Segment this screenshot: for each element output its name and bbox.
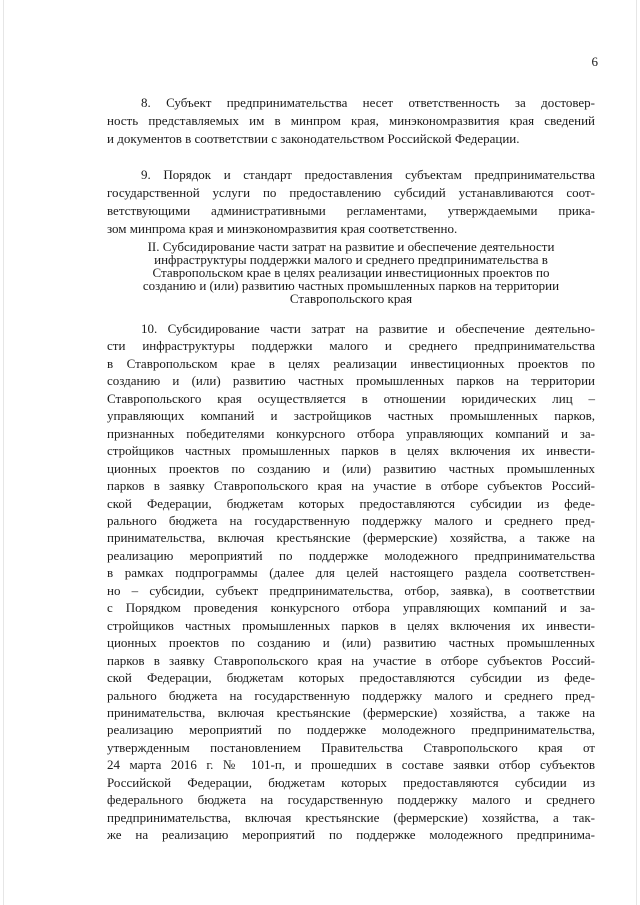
- paragraph-line: рального бюджета на государственную поддержку малого и среднего пред-: [107, 687, 595, 703]
- paragraph-line: ность представляемых им в минпром края, минэкономразвития края сведений: [107, 113, 595, 128]
- heading-line: созданию и (или) развитию частных промышленных парков на территории: [142, 278, 560, 293]
- heading-line: Ставропольском крае в целях реализации инвестиционных проектов по: [152, 265, 550, 280]
- paragraph-line: ционных проектов по созданию и (или) развитию частных промышленных: [107, 635, 595, 651]
- paragraph-line: государственной услуги по предоставлению субсидий устанавливаются соот-: [107, 185, 595, 200]
- paragraph-8: [107, 94, 595, 148]
- paragraph-line: стройщиков частных промышленных парков в целях включения их инвести-: [107, 617, 595, 633]
- paragraph-line: же на реализацию мероприятий по поддержке молодежного предпринима-: [107, 827, 595, 843]
- paragraph-line: ционных проектов по созданию и (или) развитию частных промышленных: [107, 460, 595, 476]
- paragraph-line: реализацию мероприятий по поддержке молодежного предпринимательства,: [107, 722, 595, 738]
- paragraph-line: управляющих компаний и застройщиков частных промышленных парков,: [107, 408, 595, 424]
- paragraph-line: Ставропольского края осуществляется в отношении юридических лиц –: [107, 390, 595, 406]
- paragraph-line: 8. Субъект предпринимательства несет ответственность за достовер-: [141, 95, 595, 110]
- paragraph-line: и документов в соответствии с законодательством Российской Федерации.: [107, 131, 520, 146]
- paragraph-line: федерального бюджета на государственную поддержку малого и среднего: [107, 792, 595, 808]
- heading-line: инфраструктуры поддержки малого и среднего предпринимательства в: [154, 252, 548, 267]
- paragraph-10: [107, 320, 595, 844]
- section-heading: [107, 240, 595, 305]
- paragraph-line: с Порядком проведения конкурсного отбора управляющих компаний и за-: [107, 600, 595, 616]
- paragraph-line: парков в заявку Ставропольского края на участие в отборе субъектов Россий-: [107, 478, 595, 494]
- paragraph-line: предпринимательства, включая крестьянские (фермерские) хозяйства, а так-: [107, 809, 595, 825]
- paragraph-9: [107, 166, 595, 238]
- paragraph-line: сти инфраструктуры поддержки малого и среднего предпринимательства: [107, 338, 595, 354]
- heading-line: II. Субсидирование части затрат на развитие и обеспечение деятельности: [147, 239, 555, 254]
- paragraph-line: в рамках подпрограммы (далее для целей настоящего раздела соответствен-: [107, 565, 595, 581]
- paragraph-line: признанных победителями конкурсного отбора управляющих компаний и за-: [107, 425, 595, 441]
- paragraph-line: принимательства, включая крестьянские (фермерские) хозяйства, а также на: [107, 704, 595, 720]
- paragraph-line: реализацию мероприятий по поддержке молодежного предпринимательства: [107, 547, 595, 563]
- paragraph-line: в Ставропольском крае в целях реализации инвестиционных проектов по: [107, 355, 595, 371]
- page-number: 6: [591, 54, 598, 69]
- paragraph-line: но – субсидии, субъект предпринимательства, отбор, заявка), в соответствии: [107, 582, 595, 598]
- paragraph-line: ветствующими административными регламентами, утверждаемыми прика-: [107, 203, 595, 218]
- paragraph-line: 10. Субсидирование части затрат на развитие и обеспечение деятельно-: [141, 321, 595, 336]
- paragraph-line: стройщиков частных промышленных парков в целях включения их инвести-: [107, 443, 595, 459]
- paragraph-line: принимательства, включая крестьянские (фермерские) хозяйства, а также на: [107, 530, 595, 546]
- paragraph-line: созданию и (или) развитию частных промышленных парков на территории: [107, 373, 595, 389]
- paragraph-line: утвержденным постановлением Правительства Ставропольского края от: [107, 739, 595, 755]
- scan-edge-right: [636, 0, 637, 905]
- paragraph-line: парков в заявку Ставропольского края на участие в отборе субъектов Россий-: [107, 652, 595, 668]
- paragraph-line: рального бюджета на государственную поддержку малого и среднего пред-: [107, 512, 595, 528]
- heading-line: Ставропольского края: [289, 291, 413, 306]
- paragraph-line: 24 марта 2016 г. № 101-п, и прошедших в составе заявки отбор субъектов: [107, 757, 595, 773]
- paragraph-line: Российской Федерации, бюджетам которых предоставляются субсидии из: [107, 774, 595, 790]
- paragraph-line: 9. Порядок и стандарт предоставления субъектам предпринимательства: [141, 167, 595, 182]
- paragraph-line: зом минпрома края и минэкономразвития края соответственно.: [107, 221, 458, 236]
- paragraph-line: ской Федерации, бюджетам которых предоставляются субсидии из феде-: [107, 670, 595, 686]
- scan-edge-left: [3, 0, 4, 905]
- paragraph-line: ской Федерации, бюджетам которых предоставляются субсидии из феде-: [107, 495, 595, 511]
